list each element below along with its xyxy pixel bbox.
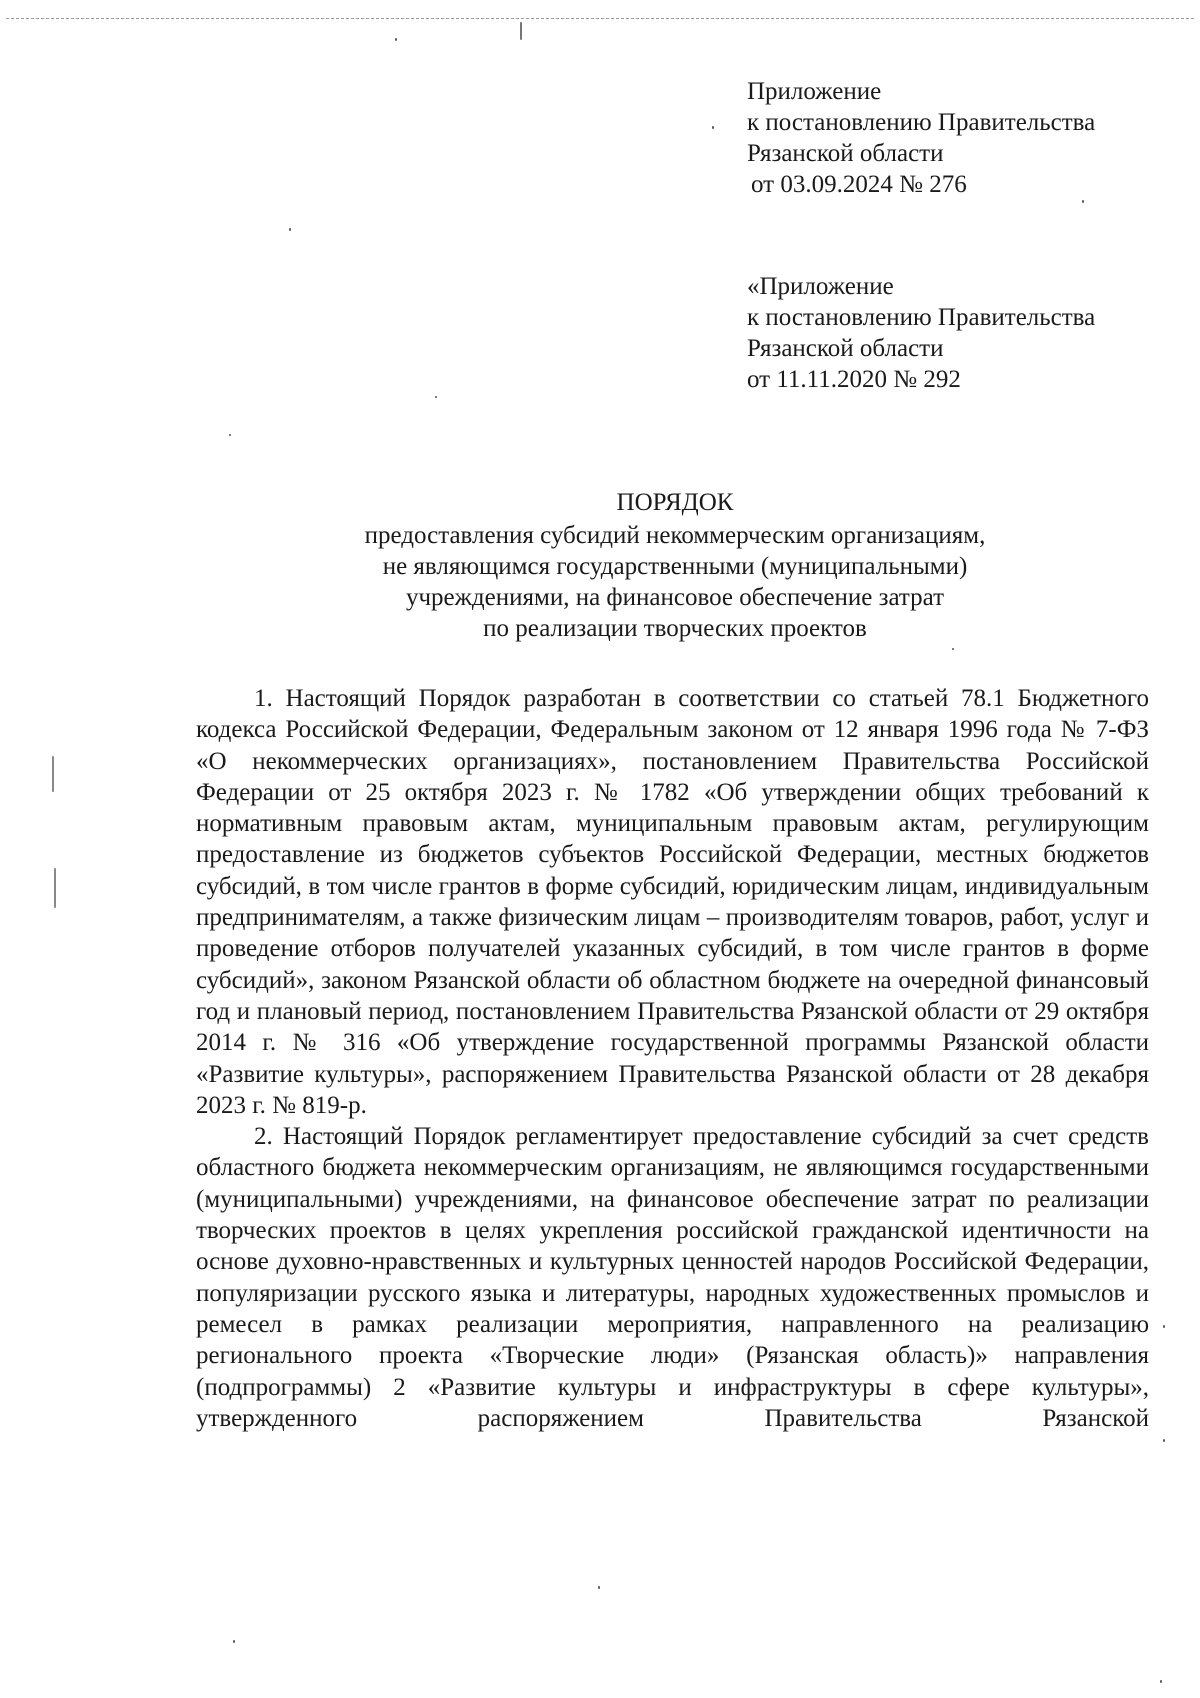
- scan-speck: [395, 38, 397, 41]
- scan-speck: [54, 868, 56, 908]
- appendix-header-current: [747, 76, 1167, 200]
- scan-speck: [952, 648, 954, 650]
- paragraph-2: 2. Настоящий Порядок регламентирует предоставление субсидий за счет средств областного бюджета некоммерческим организациям, не являющимся государственными (муниципальными) учреждениями, на финансовое обеспечение затрат по реализации творческих проектов в целях укрепления российской гражданской идентичности на основе духовно-нравственных и культурных ценностей народов Российской Федерации, популяризации русского языка и литературы, народных художественных промыслов и ремесел в рамках реализации мероприятия, направленного на реализацию регионального проекта «Творческие люди» (Рязанская область)» направления (подпрограммы) 2 «Развитие культуры и инфраструктуры в сфере культуры», утвержденного распоряжением Правительства Рязанской: [196, 1123, 1149, 1432]
- scan-speck: [1160, 1680, 1162, 1683]
- document-subtitle: [200, 520, 1150, 644]
- appendix-date-number: от 11.11.2020 № 292: [747, 366, 961, 393]
- document-body: [196, 683, 1149, 1434]
- scan-speck: [1082, 200, 1084, 203]
- appendix-label: Приложение: [747, 78, 882, 105]
- subtitle-line: предоставления субсидий некоммерческим организациям,: [364, 522, 986, 549]
- scan-speck: [712, 126, 714, 129]
- subtitle-line: учреждениями, на финансовое обеспечение затрат: [405, 584, 944, 611]
- scan-speck: [289, 228, 291, 231]
- appendix-date-number: от 03.09.2024 № 276: [751, 171, 967, 198]
- appendix-region: Рязанской области: [747, 335, 944, 362]
- scan-edge-line: [6, 18, 1194, 19]
- scan-speck: [1163, 1325, 1165, 1328]
- scan-speck: [598, 1586, 600, 1589]
- scan-speck: [435, 396, 437, 398]
- scan-speck: [520, 22, 522, 40]
- subtitle-line: не являющимся государственными (муниципальными): [382, 553, 968, 580]
- appendix-resolution-ref: к постановлению Правительства: [747, 304, 1096, 331]
- paragraph-1: 1. Настоящий Порядок разработан в соответствии со статьей 78.1 Бюджетного кодекса Российской Федерации, Федеральным законом от 12 января 1996 года № 7-ФЗ «О некоммерческих организациях», постановлением Правительства Российской Федерации от 25 октября 2023 г. № 1782 «Об утверждении общих требований к нормативным правовым актам, муниципальным правовым актам, регулирующим предоставление из бюджетов субъектов Российской Федерации, местных бюджетов субсидий, в том числе грантов в форме субсидий, юридическим лицам, индивидуальным предпринимателям, а также физическим лицам – производителям товаров, работ, услуг и проведение отборов получателей указанных субсидий, в том числе грантов в форме субсидий», законом Рязанской области об областном бюджете на очередной финансовый год и плановый период, постановлением Правительства Рязанской области от 29 октября 2014 г. № 316 «Об утверждение государственной программы Рязанской области «Развитие культуры», распоряжением Правительства Рязанской области от 28 декабря 2023 г. № 819-р.: [196, 685, 1149, 1119]
- scan-speck: [52, 756, 54, 792]
- subtitle-line: по реализации творческих проектов: [483, 615, 867, 642]
- appendix-resolution-ref: к постановлению Правительства: [747, 109, 1096, 136]
- appendix-region: Рязанской области: [747, 140, 944, 167]
- appendix-header-amended: [747, 271, 1167, 395]
- appendix-label: «Приложение: [747, 273, 894, 300]
- scan-speck: [233, 1640, 235, 1643]
- scan-speck: [229, 434, 231, 436]
- scan-speck: [1163, 1439, 1165, 1442]
- document-title: ПОРЯДОК: [616, 489, 734, 516]
